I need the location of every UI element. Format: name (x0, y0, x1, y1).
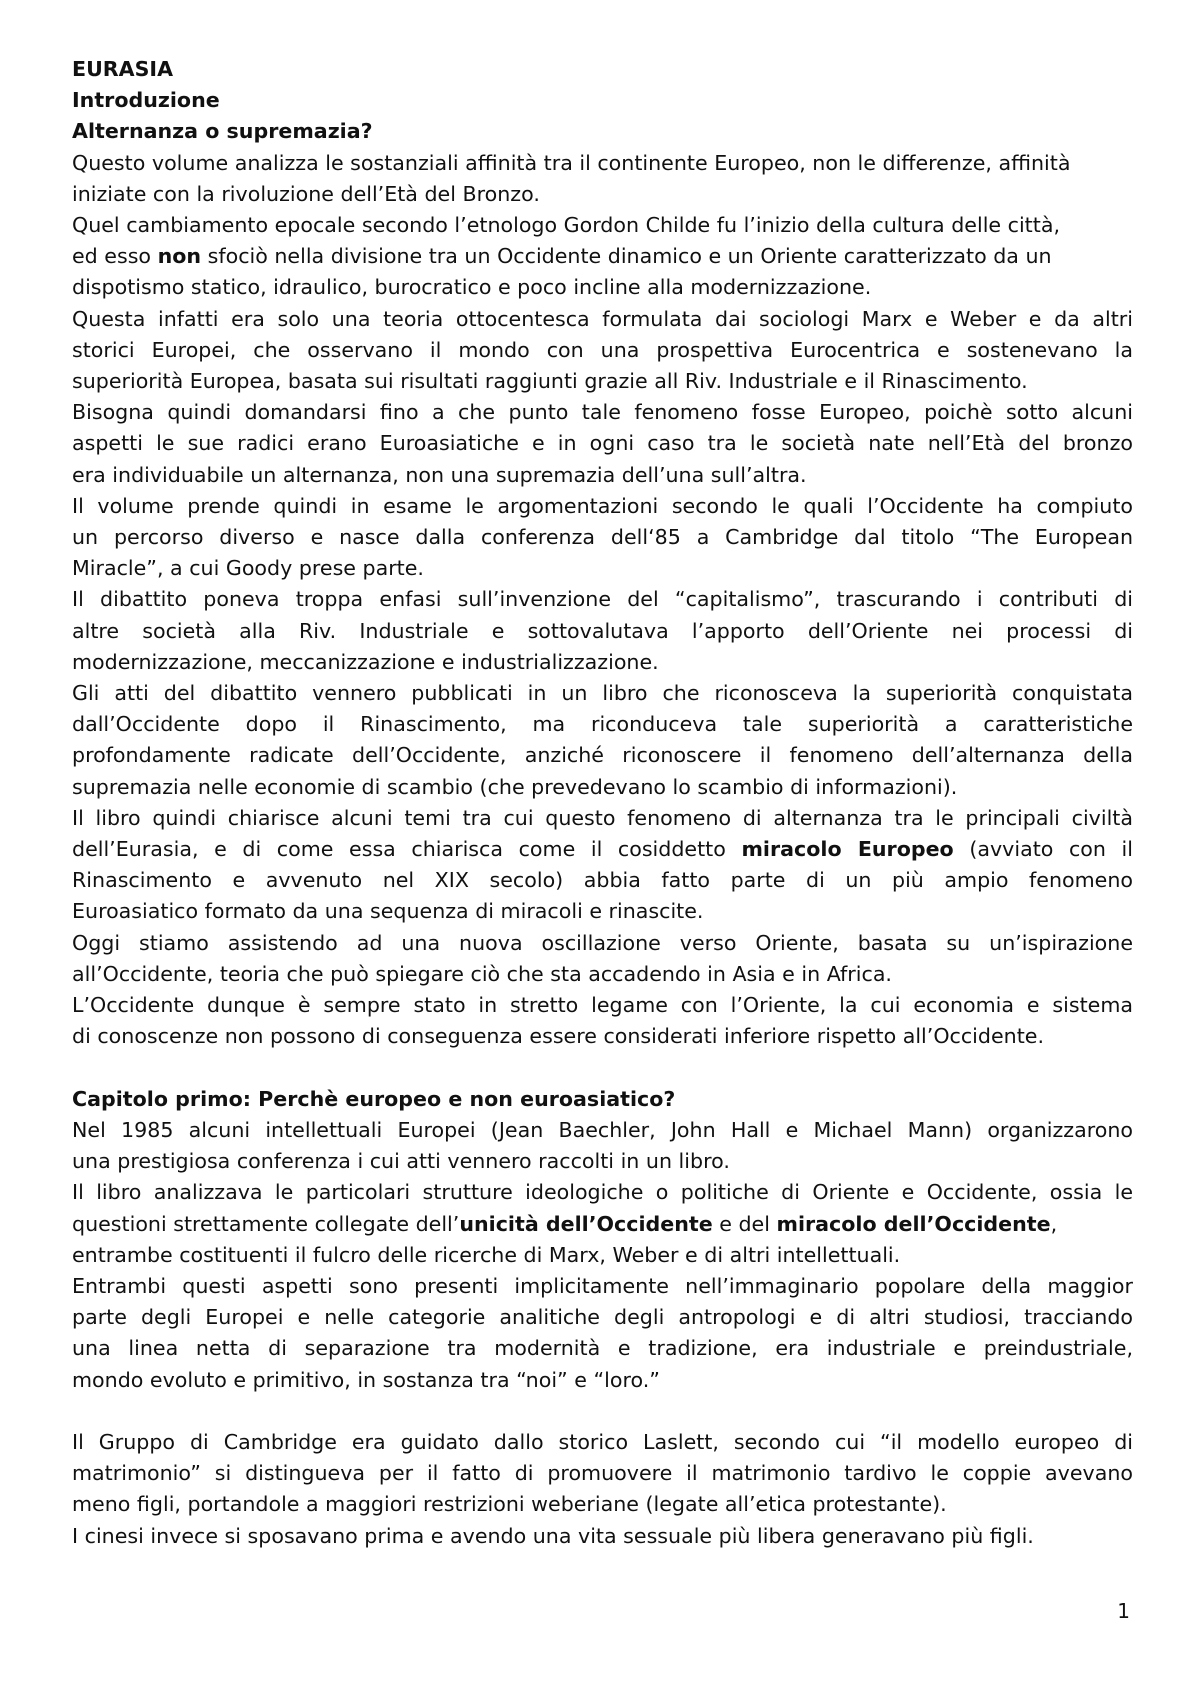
text-line: Euroasiatico formato da una sequenza di miracoli e rinascite. (72, 899, 704, 924)
text-line: dall’Occidente dopo il Rinascimento, ma riconduceva tale superiorità a caratteristiche (72, 712, 1133, 737)
text-line: Il libro analizzava le particolari strutture ideologiche o politiche di Oriente e Occidente, ossia le (72, 1180, 1133, 1205)
paragraph-intro-8 (72, 803, 1133, 928)
text-line: entrambe costituenti il fulcro delle ricerche di Marx, Weber e di altri intellettuali. (72, 1242, 901, 1267)
bold-term-miracolo-occidente: miracolo dell’Occidente (776, 1211, 1051, 1236)
text-line: di conoscenze non possono di conseguenza essere considerati inferiore rispetto all’Occidente. (72, 1024, 1044, 1049)
paragraph-intro-6 (72, 584, 1133, 678)
text-line: supremazia nelle economie di scambio (che prevedevano lo scambio di informazioni). (72, 774, 958, 799)
text-line (72, 1209, 1133, 1240)
text-line: dispotismo statico, idraulico, burocratico e poco incline alla modernizzazione. (72, 275, 872, 300)
text-line: un percorso diverso e nasce dalla conferenza dell‘85 a Cambridge dal titolo “The European (72, 525, 1133, 550)
document-subtitle: Introduzione (72, 88, 220, 113)
blank-line (72, 1396, 1133, 1427)
text-line: storici Europei, che osservano il mondo con una prospettiva Eurocentrica e sostenevano la (72, 337, 1133, 362)
text-line: altre società alla Riv. Industriale e sottovalutava l’apporto dell’Oriente nei processi di (72, 618, 1133, 643)
text-line: L’Occidente dunque è sempre stato in stretto legame con l’Oriente, la cui economia e sistema (72, 993, 1133, 1018)
text-line: Gli atti del dibattito vennero pubblicati in un libro che riconosceva la superiorità conquistata (72, 681, 1133, 706)
text-run: , (1050, 1211, 1058, 1236)
text-line: Il dibattito poneva troppa enfasi sull’invenzione del “capitalismo”, trascurando i contributi di (72, 587, 1133, 612)
text-line: Il volume prende quindi in esame le argomentazioni secondo le quali l’Occidente ha compiuto (72, 493, 1133, 518)
paragraph-intro-2 (72, 210, 1133, 304)
text-line: Entrambi questi aspetti sono presenti implicitamente nell’immaginario popolare della maggior (72, 1273, 1133, 1298)
text-line: Il Gruppo di Cambridge era guidato dallo storico Laslett, secondo cui “il modello europeo di (72, 1429, 1133, 1454)
text-line: Bisogna quindi domandarsi fino a che punto tale fenomeno fosse Europeo, poichè sotto alcuni (72, 400, 1133, 425)
text-run: e del (712, 1211, 777, 1236)
paragraph-intro-9 (72, 928, 1133, 990)
text-run: ed esso (72, 244, 158, 269)
text-line: aspetti le sue radici erano Euroasiatiche e in ogni caso tra le società nate nell’Età del bronzo (72, 431, 1133, 456)
paragraph-intro-4 (72, 397, 1133, 491)
text-run: dell’Eurasia, e di come essa chiarisca come il cosiddetto (72, 837, 742, 862)
text-line: Rinascimento e avvenuto nel XIX secolo) abbia fatto parte di un più ampio fenomeno (72, 868, 1133, 893)
text-line: I cinesi invece si sposavano prima e avendo una vita sessuale più libera generavano più figli. (72, 1523, 1034, 1548)
paragraph-chapter-3 (72, 1271, 1133, 1396)
paragraph-chapter-5 (72, 1521, 1133, 1552)
text-line: matrimonio” si distingueva per il fatto di promuovere il matrimonio tardivo le coppie avevano (72, 1461, 1133, 1486)
bold-term-unicita: unicità dell’Occidente (459, 1211, 713, 1236)
text-line: all’Occidente, teoria che può spiegare ciò che sta accadendo in Asia e in Africa. (72, 961, 892, 986)
text-line: iniziate con la rivoluzione dell’Età del Bronzo. (72, 181, 540, 206)
paragraph-intro-10 (72, 990, 1133, 1052)
text-line (72, 241, 1133, 272)
text-line: modernizzazione, meccanizzazione e industrializzazione. (72, 649, 659, 674)
chapter-heading: Capitolo primo: Perchè europeo e non euroasiatico? (72, 1086, 676, 1111)
text-run: sfociò nella divisione tra un Occidente dinamico e un Oriente caratterizzato da un (201, 244, 1052, 269)
paragraph-chapter-4 (72, 1427, 1133, 1521)
text-line: Oggi stiamo assistendo ad una nuova oscillazione verso Oriente, basata su un’ispirazione (72, 930, 1133, 955)
text-line (72, 834, 1133, 865)
text-line: Il libro quindi chiarisce alcuni temi tra cui questo fenomeno di alternanza tra le principali civiltà (72, 805, 1133, 830)
text-line: era individuabile un alternanza, non una supremazia dell’una sull’altra. (72, 462, 807, 487)
bold-term-non: non (157, 244, 202, 269)
document-title: EURASIA (72, 57, 174, 81)
paragraph-intro-7 (72, 678, 1133, 803)
blank-line (72, 1053, 1133, 1084)
paragraph-intro-5 (72, 491, 1133, 585)
text-line: profondamente radicate dell’Occidente, anziché riconoscere il fenomeno dell’alternanza della (72, 743, 1133, 768)
paragraph-intro-3 (72, 304, 1133, 398)
paragraph-chapter-2 (72, 1177, 1133, 1271)
page-number: 1 (1117, 1599, 1130, 1623)
text-line: Quel cambiamento epocale secondo l’etnologo Gordon Childe fu l’inizio della cultura delle città, (72, 213, 1060, 238)
bold-term-miracolo-europeo: miracolo Europeo (741, 837, 954, 862)
section-heading-alternanza: Alternanza o supremazia? (72, 119, 373, 144)
paragraph-chapter-1 (72, 1115, 1133, 1177)
text-line: una prestigiosa conferenza i cui atti vennero raccolti in un libro. (72, 1149, 730, 1174)
text-line: Miracle”, a cui Goody prese parte. (72, 556, 424, 581)
text-line: meno figli, portandole a maggiori restrizioni weberiane (legate all’etica protestante). (72, 1492, 947, 1517)
text-line: Nel 1985 alcuni intellettuali Europei (Jean Baechler, John Hall e Michael Mann) organizzarono (72, 1117, 1133, 1142)
text-line: una linea netta di separazione tra modernità e tradizione, era industriale e preindustriale, (72, 1336, 1133, 1361)
text-line: Questa infatti era solo una teoria ottocentesca formulata dai sociologi Marx e Weber e da altri (72, 306, 1133, 331)
text-line: parte degli Europei e nelle categorie analitiche degli antropologi e di altri studiosi, tracciando (72, 1305, 1133, 1330)
text-line: mondo evoluto e primitivo, in sostanza tra “noi” e “loro.” (72, 1367, 660, 1392)
text-line: Questo volume analizza le sostanziali affinità tra il continente Europeo, non le differenze, affinità (72, 150, 1071, 175)
text-run: (avviato con il (953, 837, 1134, 862)
paragraph-intro-1 (72, 148, 1133, 210)
text-line: superiorità Europea, basata sui risultati raggiunti grazie all Riv. Industriale e il Rinascimento. (72, 369, 1028, 394)
text-run: questioni strettamente collegate dell’ (72, 1211, 460, 1236)
